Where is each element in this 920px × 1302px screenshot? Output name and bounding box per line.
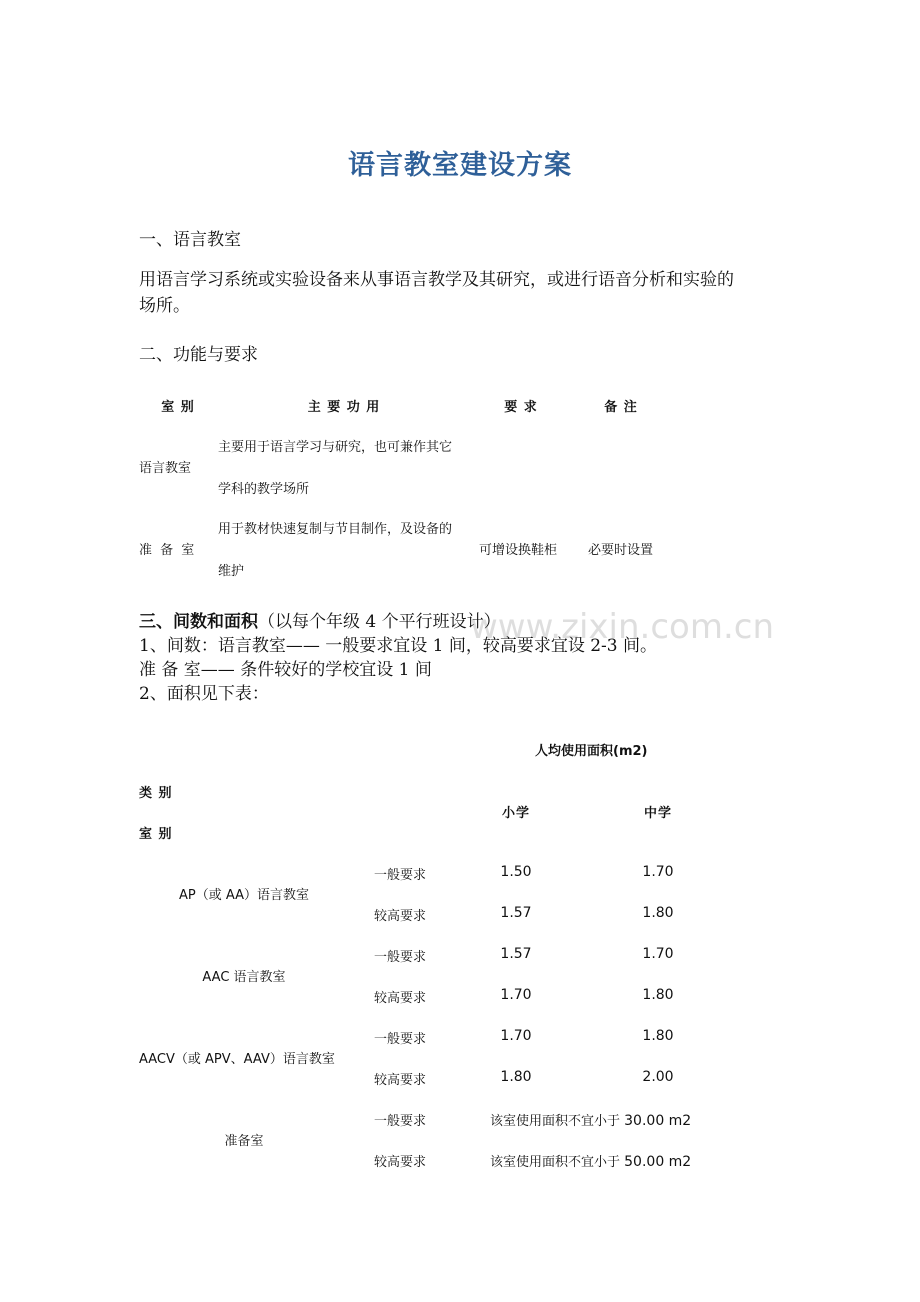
function-table-header-note: 备 注: [604, 400, 638, 415]
area-table-header-top: 人均使用面积(m2): [535, 744, 648, 759]
function-table-function-cont: 维护: [218, 564, 245, 579]
section3-line-area: 2、面积见下表：: [139, 684, 269, 704]
area-table-level: 一般要求: [374, 1114, 427, 1129]
area-table-middle-value: 1.80: [642, 1028, 674, 1044]
area-table-header-category: 类 别: [139, 786, 173, 801]
function-table-function-cont: 学科的教学场所: [218, 482, 310, 497]
area-table-level: 一般要求: [374, 950, 427, 965]
function-table-room: 语言教室: [139, 461, 192, 476]
area-table-middle-value: 1.80: [642, 987, 674, 1003]
area-table-middle-value: 1.70: [642, 864, 674, 880]
section3-heading: [139, 610, 501, 634]
area-table-level: 较高要求: [374, 909, 427, 924]
area-table-primary-value: 1.70: [500, 987, 532, 1003]
area-table-room: AAC 语言教室: [202, 970, 286, 985]
area-table-primary-value: 1.57: [500, 905, 532, 921]
area-table-level: 较高要求: [374, 1155, 427, 1170]
area-table-level: 一般要求: [374, 1032, 427, 1047]
area-table-middle-value: 2.00: [642, 1069, 674, 1085]
function-table-function: 主要用于语言学习与研究，也可兼作其它: [218, 440, 453, 455]
function-table-room: 准 备 室: [139, 543, 197, 558]
section3-heading-rest: （以每个年级 4 个平行班设计）: [258, 612, 501, 632]
section3-line-count: 1、间数：语言教室—— 一般要求宜设 1 间，较高要求宜设 2-3 间。: [139, 636, 658, 656]
function-table-note: 必要时设置: [588, 543, 654, 558]
area-table-level: 一般要求: [374, 868, 427, 883]
area-table-span-value: 该室使用面积不宜小于 30.00 m2: [490, 1113, 692, 1129]
area-table-room: 准备室: [224, 1134, 264, 1149]
section3-heading-bold: 三、间数和面积: [139, 612, 258, 632]
area-table-room: AACV（或 APV、AAV）语言教室: [139, 1052, 335, 1067]
section3-line-prep: 准 备 室—— 条件较好的学校宜设 1 间: [139, 660, 432, 680]
area-table-header-room: 室 别: [139, 827, 173, 842]
area-table-room: AP（或 AA）语言教室: [178, 888, 309, 903]
section1-body: [139, 267, 799, 319]
area-table-primary-value: 1.70: [500, 1028, 532, 1044]
section1-body-line1: 用语言学习系统或实验设备来从事语言教学及其研究，或进行语音分析和实验的: [139, 270, 734, 290]
area-table-primary-value: 1.50: [500, 864, 532, 880]
section1-body-line2: 场所。: [139, 296, 190, 316]
function-table-header-function: 主 要 功 用: [307, 400, 381, 415]
area-table-header-middle: 中学: [643, 806, 672, 821]
area-table-primary-value: 1.80: [500, 1069, 532, 1085]
function-table-header-room: 室 别: [161, 400, 195, 415]
area-table-span-value: 该室使用面积不宜小于 50.00 m2: [490, 1154, 692, 1170]
function-table-requirement: 可增设换鞋柜: [479, 543, 558, 558]
section2-heading: 二、功能与要求: [139, 345, 258, 365]
section1-heading: 一、语言教室: [139, 230, 241, 250]
page-title: 语言教室建设方案: [348, 150, 572, 181]
area-table-level: 较高要求: [374, 991, 427, 1006]
area-table-primary-value: 1.57: [500, 946, 532, 962]
watermark: www.zixin.com.cn: [470, 607, 774, 647]
function-table-function: 用于教材快速复制与节目制作，及设备的: [218, 522, 453, 537]
area-table-middle-value: 1.70: [642, 946, 674, 962]
function-table-header-requirement: 要 求: [504, 400, 538, 415]
area-table-header-primary: 小学: [501, 806, 530, 821]
area-table-level: 较高要求: [374, 1073, 427, 1088]
area-table-middle-value: 1.80: [642, 905, 674, 921]
